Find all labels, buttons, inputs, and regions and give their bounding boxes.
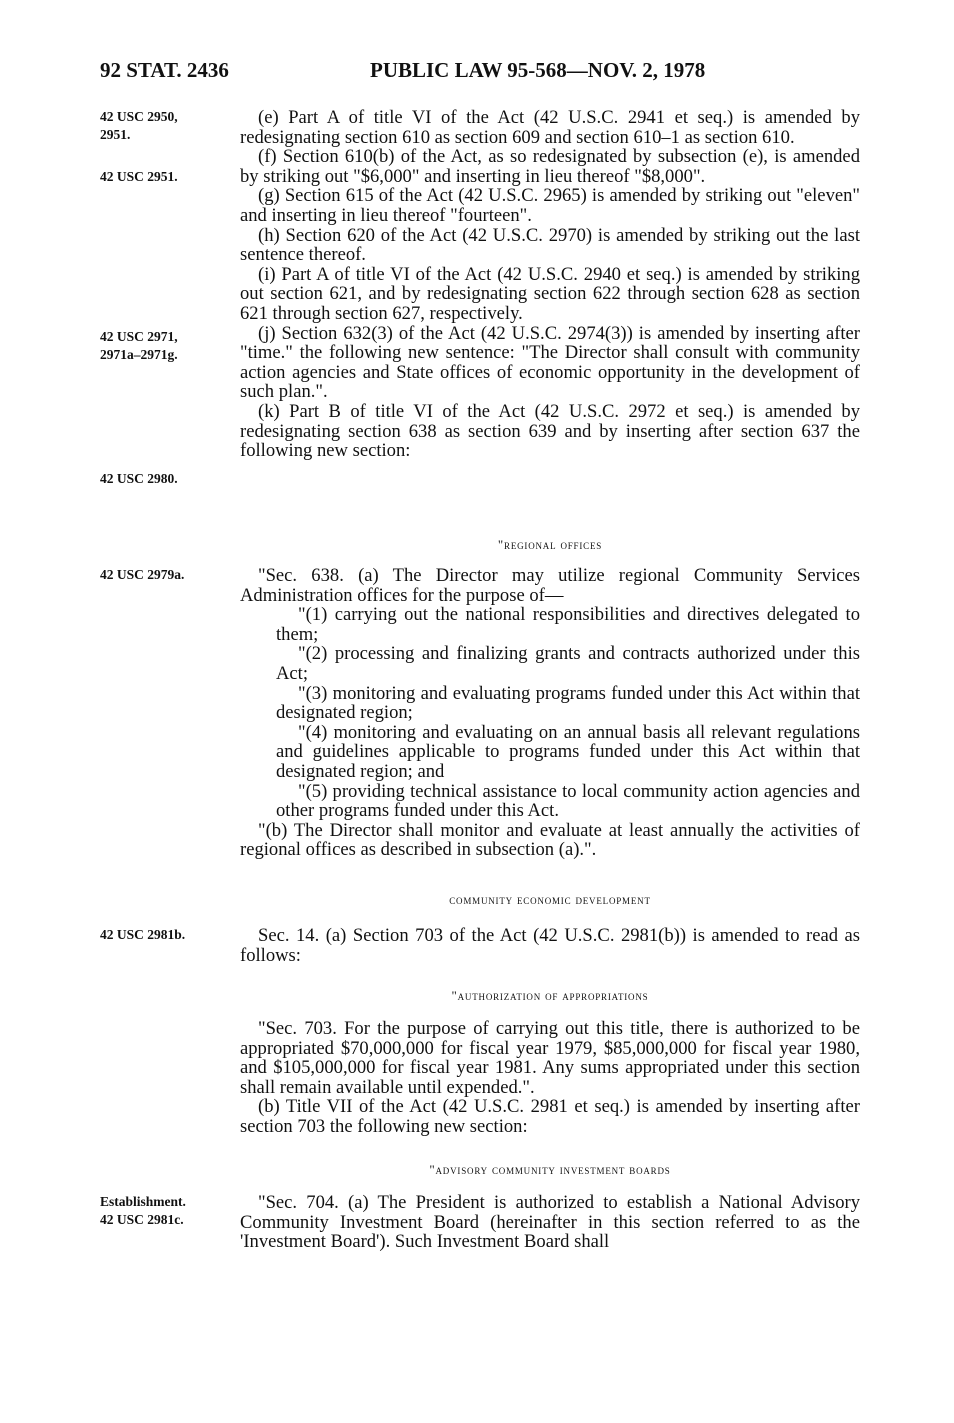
paragraph-g: (g) Section 615 of the Act (42 U.S.C. 2965) is amended by striking out "eleven" and inserting in lieu thereof "fourteen". — [240, 185, 860, 226]
section-704-a: "Sec. 704. (a) The President is authorized to establish a National Advisory Community Investment Board (hereinafter in this section referred to as the 'Investment Board'). Such Investment Board shall — [240, 1192, 860, 1253]
body-block-5 — [240, 926, 860, 965]
section-14-a: Sec. 14. (a) Section 703 of the Act (42 U.S.C. 2981(b)) is amended to read as follows: — [240, 925, 860, 966]
paragraph-f: (f) Section 610(b) of the Act, as so redesignated by subsection (e), is amended by striking out "$6,000" and inserting in lieu thereof "$8,000". — [240, 146, 860, 187]
heading-authorization-of-appropriations: "authorization of appropriations — [451, 988, 649, 1003]
section-638-1: "(1) carrying out the national responsibilities and directives delegated to them; — [276, 604, 860, 645]
body-block-6 — [240, 986, 860, 1006]
body-block-7 — [240, 1019, 860, 1137]
heading-community-economic-development: community economic development — [449, 892, 651, 907]
paragraph-j: (j) Section 632(3) of the Act (42 U.S.C. 2974(3)) is amended by inserting after "time." the following new sentence: "The Director shall consult with community action agencies and State offices of economic opportunity in the development of such plan.". — [240, 322, 860, 403]
section-703: "Sec. 703. For the purpose of carrying out this title, there is authorized to be appropriated $70,000,000 for fiscal year 1979, $85,000,000 for fiscal year 1980, and $105,000,000 for fiscal year 1981. Any sums appropriated under this section shall remain available until expended.". — [240, 1018, 860, 1098]
page-header — [100, 58, 860, 88]
section-638-3: "(3) monitoring and evaluating programs funded under this Act within that designated region; — [276, 682, 860, 724]
body-block-2 — [240, 535, 860, 555]
section-638-4: "(4) monitoring and evaluating on an annual basis all relevant regulations and guidelines applicable to programs funded under this Act within that designated region; and — [276, 721, 860, 782]
heading-regional-offices: "regional offices — [497, 537, 603, 552]
section-638-a: "Sec. 638. (a) The Director may utilize regional Community Services Administration offices for the purpose of— — [240, 565, 860, 606]
statute-page-number: 92 STAT. 2436 — [100, 58, 229, 82]
body-block-9 — [240, 1193, 860, 1252]
paragraph-e: (e) Part A of title VI of the Act (42 U.S.C. 2941 et seq.) is amended by redesignating section 610 as section 609 and section 610–1 as section 610. — [240, 107, 860, 148]
margin-note-2979a: 42 USC 2979a. — [100, 567, 185, 582]
body-block-3 — [240, 566, 860, 860]
section-638-2: "(2) processing and finalizing grants and contracts authorized under this Act; — [276, 643, 860, 684]
public-law-title: PUBLIC LAW 95-568—NOV. 2, 1978 — [370, 58, 706, 82]
body-block-1 — [240, 108, 860, 461]
paragraph-k: (k) Part B of title VI of the Act (42 U.S.C. 2972 et seq.) is amended by redesignating section 638 as section 639 and by inserting after section 637 the following new section: — [240, 400, 860, 462]
paragraph-h: (h) Section 620 of the Act (42 U.S.C. 2970) is amended by striking out the last sentence thereof. — [240, 224, 860, 266]
margin-note-2981c: Establishment. 42 USC 2981c. — [100, 1194, 186, 1227]
paragraph-i: (i) Part A of title VI of the Act (42 U.S.C. 2940 et seq.) is amended by striking out section 621, and by redesignating section 622 through section 628 as section 621 through section 627, respectively. — [240, 263, 860, 324]
margin-note-2980: 42 USC 2980. — [100, 471, 178, 486]
margin-note-2981b: 42 USC 2981b. — [100, 927, 186, 942]
margin-note-2950: 42 USC 2950, 2951. — [100, 109, 178, 142]
heading-advisory-community-investment-boards: "advisory community investment boards — [429, 1162, 671, 1177]
section-638-5: "(5) providing technical assistance to local community action agencies and other programs funded under this Act. — [276, 780, 860, 822]
section-638-b: "(b) The Director shall monitor and evaluate at least annually the activities of regional offices as described in subsection (a).". — [240, 819, 860, 861]
margin-note-2951: 42 USC 2951. — [100, 169, 178, 184]
body-block-4 — [240, 890, 860, 910]
body-block-8 — [240, 1160, 860, 1180]
section-14-b: (b) Title VII of the Act (42 U.S.C. 2981 et seq.) is amended by inserting after section 703 the following new section: — [240, 1096, 860, 1137]
margin-note-2971: 42 USC 2971, 2971a–2971g. — [100, 329, 178, 362]
